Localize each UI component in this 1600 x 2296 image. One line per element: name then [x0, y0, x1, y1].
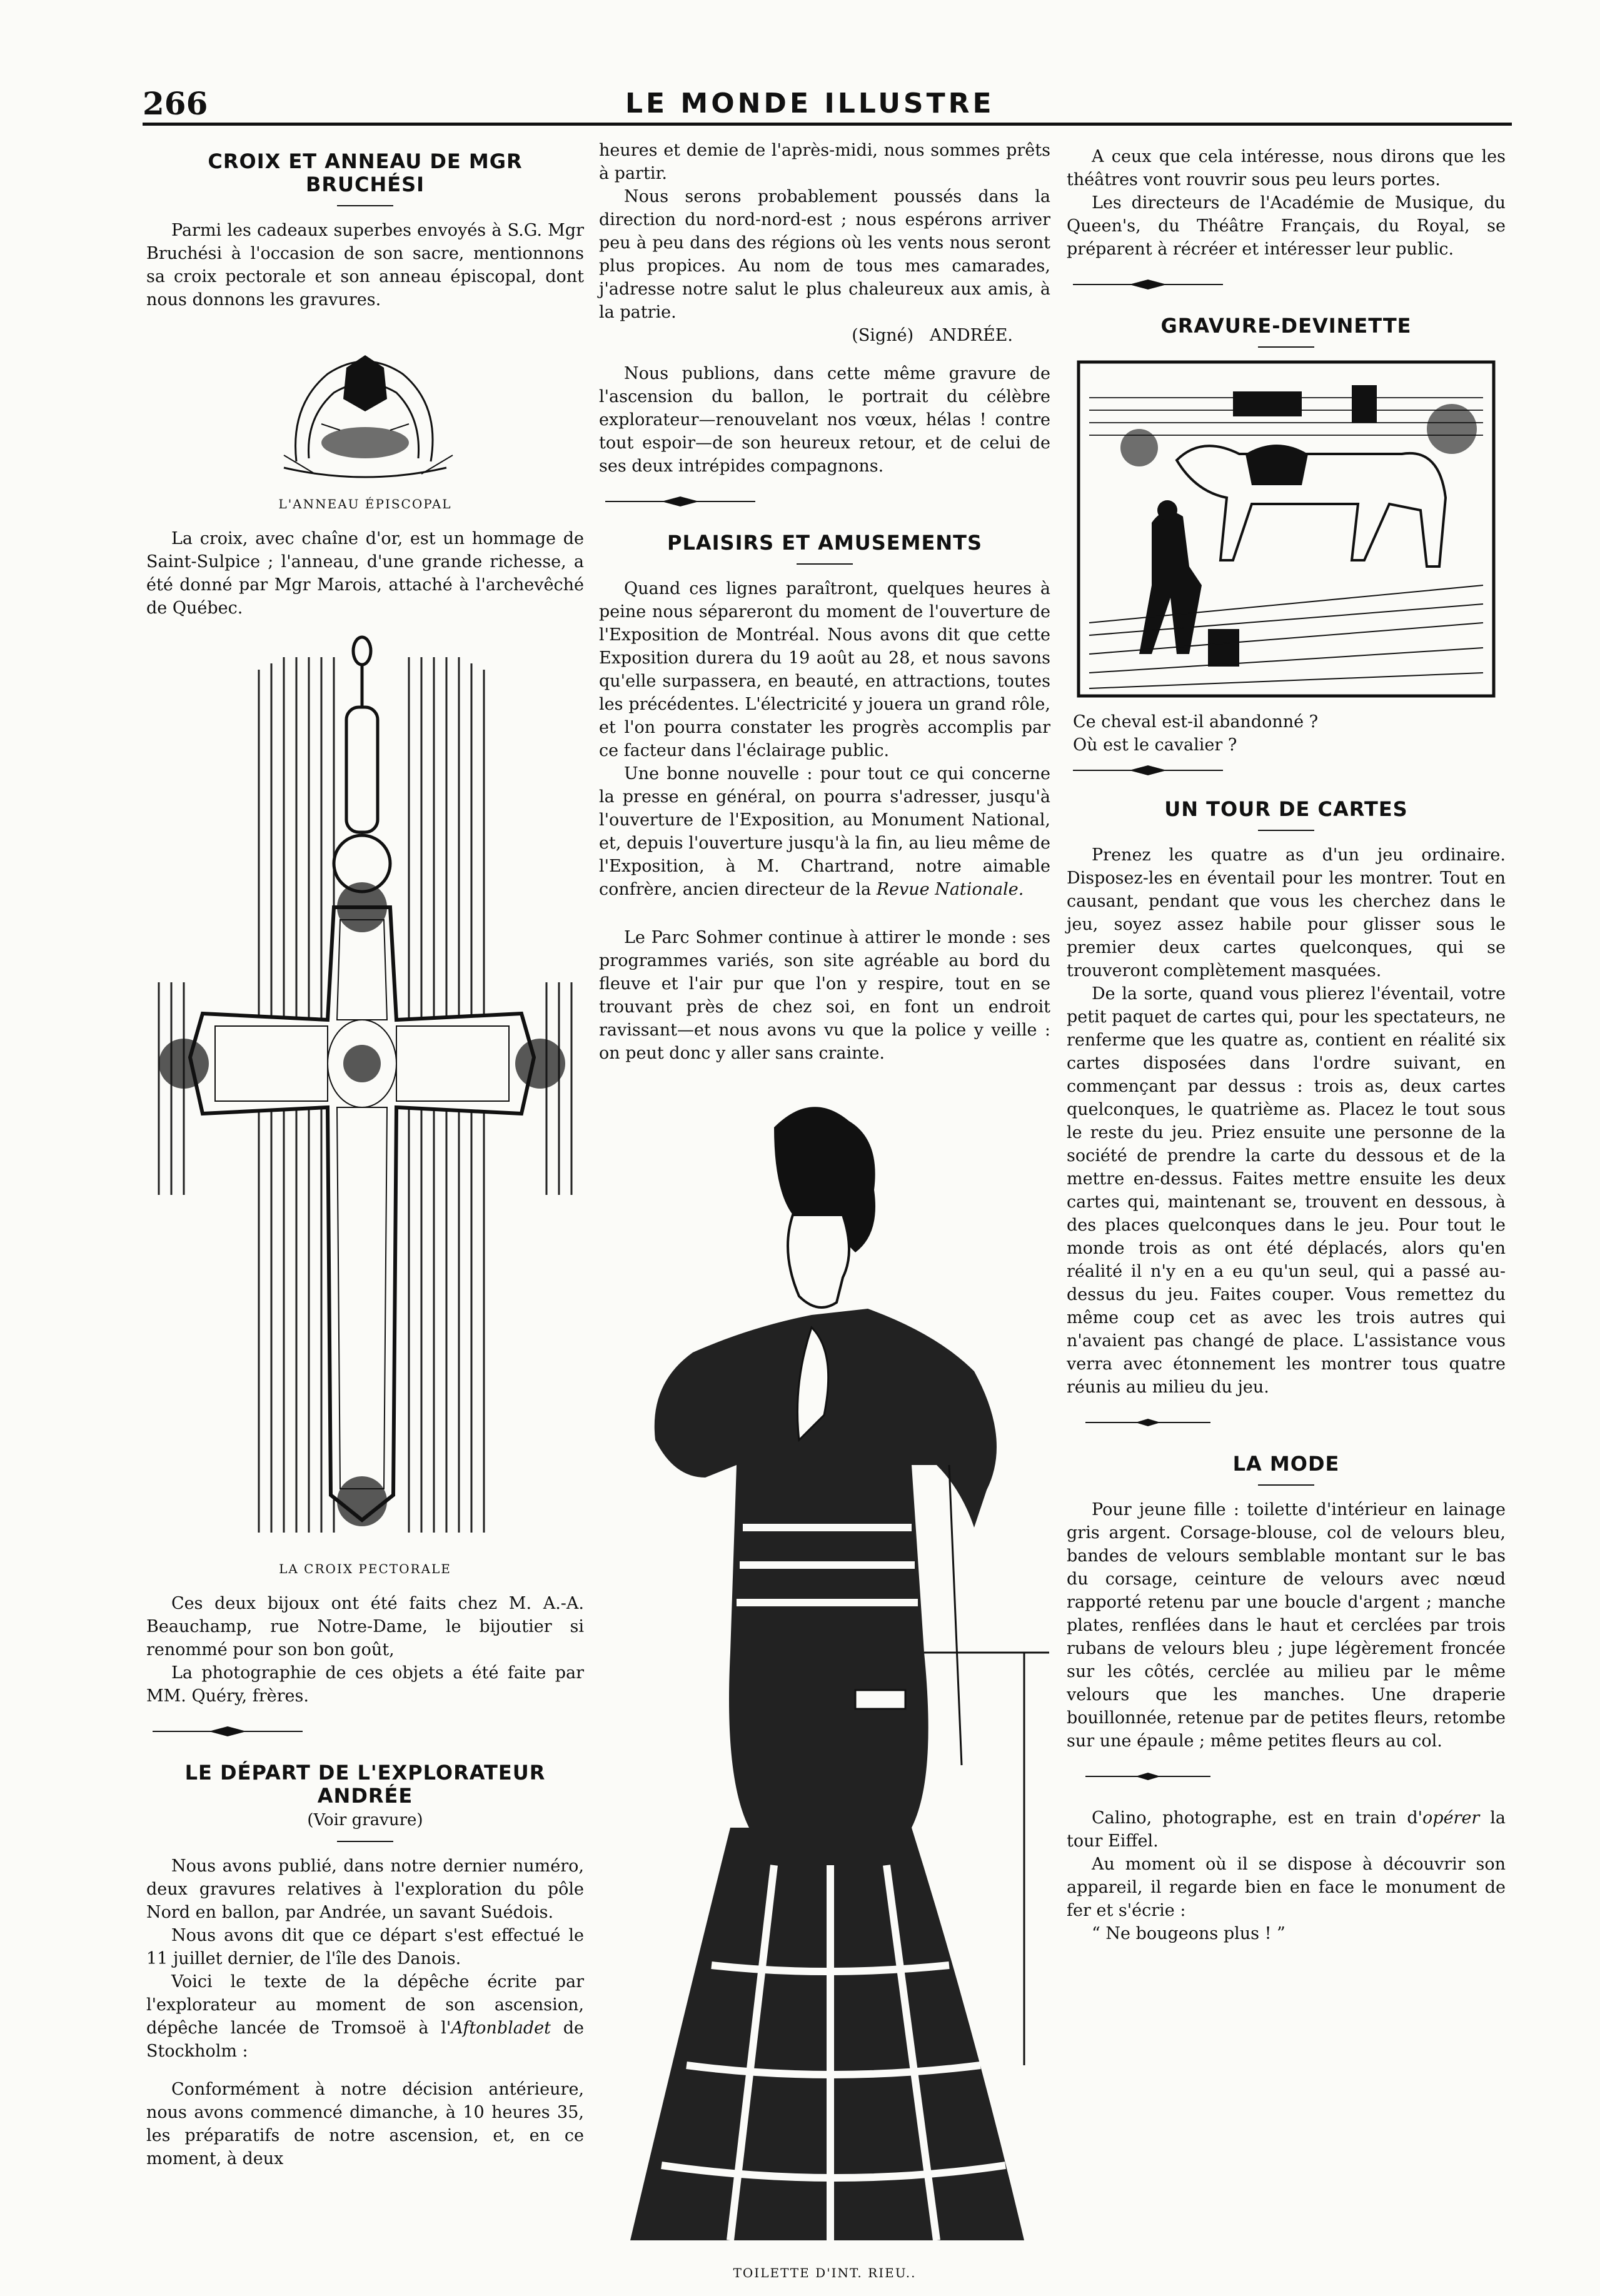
paragraph: Quand ces lignes paraîtront, quelques heures à peine nous sépareront du moment de l'ouverture de l'Exposition de Montréal. Nous avons dit que cette Exposition durera du 19 août au 28, et nous savons qu'elle surpassera, en beauté, en attractions, toutes les précédentes. L'électricité y jouera un grand rôle, et l'on pourra constater les progrès accomplis par ce facteur dans l'éclairage public. — [599, 579, 1050, 760]
heading-rule — [337, 205, 393, 206]
paragraph — [1067, 1806, 1506, 1853]
heading-rule — [1258, 1484, 1314, 1486]
riddle-text: Où est le cavalier ? — [1073, 735, 1237, 755]
emphasis: opérer — [1422, 1808, 1480, 1828]
paragraph: Nous avons dit que ce départ s'est effectué le 11 juillet dernier, de l'île des Danois. — [146, 1926, 584, 1968]
paragraph: Parmi les cadeaux superbes envoyés à S.G. Mgr Bruchési à l'occasion de son sacre, mentionnons sa croix pectorale et son anneau épiscopal, dont nous donnons les gravures. — [146, 221, 584, 310]
paragraph: La photographie de ces objets a été faite par MM. Quéry, frères. — [146, 1663, 584, 1706]
text-span: la tour Eiffel. — [1067, 1808, 1506, 1851]
heading-croix-anneau: CROIX ET ANNEAU DE MGR BRUCHÉSI — [208, 149, 523, 196]
caption-woman: TOILETTE D'INT. RIEU.. — [733, 2265, 917, 2280]
heading-rule — [337, 1841, 393, 1842]
newspaper-name: Aftonbladet — [451, 2018, 551, 2038]
signature-name: ANDRÉE. — [929, 326, 1013, 345]
heading-rule — [797, 563, 853, 565]
paragraph: La croix, avec chaîne d'or, est un hommage de Saint-Sulpice ; l'anneau, d'une grande richesse, a été donné par Mgr Marois, attaché à l'archevêché de Québec. — [146, 529, 584, 618]
paragraph — [146, 1970, 584, 2063]
dispatch-text: Nous serons probablement poussés dans la direction du nord-nord-est ; nous espérons arriver peu à peu dans des régions où les vents nous seront plus propices. Au nom de tous mes camarades, j'adresse notre salut le plus chaleureux aux amis, à la patrie. — [599, 187, 1050, 322]
ornament-divider — [146, 1725, 309, 1738]
heading-depart-andree: LE DÉPART DE L'EXPLORATEUR ANDRÉE — [184, 1761, 546, 1808]
paragraph: Prenez les quatre as d'un jeu ordinaire. Disposez-les en éventail pour les montrer. Tout en causant, pendant que vous les cherchez dans le jeu, soyez assez habile pour glisser sous le premier deux cartes quelconques, qui se trouveront complètement masquées. — [1067, 845, 1506, 980]
heading-la-mode: LA MODE — [1232, 1452, 1340, 1476]
paragraph: Au moment où il se dispose à découvrir son appareil, il regarde bien en face le monument de fer et s'écrie : — [1067, 1855, 1506, 1920]
text-span: Calino, photographe, est en train d' — [1092, 1808, 1423, 1828]
paragraph: Le Parc Sohmer continue à attirer le monde : ses programmes variés, son site agréable au bord du fleuve et l'air pur que l'on y respire, tout en se trouvant près de chez soi, en font un endroit ravissant—et nous avons vu que la police y veille : on peut donc y aller sans crainte. — [599, 928, 1050, 1063]
column-2 — [599, 139, 1050, 2296]
woman-dress-engraving — [586, 1090, 1062, 2253]
column-1 — [146, 150, 584, 2170]
ring-engraving — [271, 330, 459, 486]
publication-name: Revue Nationale. — [876, 880, 1024, 899]
paragraph: Ces deux bijoux ont été faits chez M. A.-A. Beauchamp, rue Notre-Dame, le bijoutier si renommé pour son bon goût, — [146, 1594, 584, 1659]
paragraph: De la sorte, quand vous plierez l'éventail, votre petit paquet de cartes qui, pour les spectateurs, ne renferme que les quatre as, contient en réalité six cartes disposées dans l'ordre suivant, en commençant par dessus : trois as, deux cartes quelconques, le quatrième as. Placez le tout sous le reste du jeu. Priez ensuite une personne de la société de prendre la carte du dessous et de la mettre en-dessus. Faites mettre ensuite les deux cartes qui, maintenant se, trouvent en dessous, à des places quelconques dans le jeu. Pour tout le monde trois as ont été déplacés, alors qu'en réalité il n'y en a eu qu'un seul, qui a passé au-dessus du jeu. Faites couper. Vous remettez du même coup cet as avec les trois autres qui n'avaient pas changé de place. L'assistance vous verra avec étonnement les montrer tous quatre réunis au milieu du jeu. — [1067, 984, 1506, 1397]
heading-plaisirs: PLAISIRS ET AMUSEMENTS — [667, 531, 982, 555]
heading-subtitle: (Voir gravure) — [307, 1811, 423, 1830]
paragraph: Les directeurs de l'Académie de Musique, du Queen's, du Théâtre Français, du Royal, se préparent à récréer et intéresser leur public. — [1067, 193, 1506, 259]
heading-rule — [1258, 830, 1314, 831]
heading-rule — [1258, 346, 1314, 348]
paragraph: A ceux que cela intéresse, nous dirons que les théâtres vont rouvrir sous peu leurs portes. — [1067, 147, 1506, 189]
cross-engraving — [146, 632, 584, 1551]
newspaper-title: LE MONDE ILLUSTRE — [625, 88, 995, 119]
header-rule — [143, 123, 1512, 126]
ornament-divider — [1067, 1770, 1229, 1783]
page-number: 266 — [143, 85, 208, 122]
ornament-divider — [1067, 1416, 1229, 1429]
dispatch-text: Conformément à notre décision antérieure, nous avons commencé dimanche, à 10 heures 35, les préparatifs de notre ascension, et, en ce moment, à deux — [146, 2080, 584, 2168]
text-span: Une bonne nouvelle : pour tout ce qui concerne la presse en général, on pourra s'adresser, jusqu'à l'ouverture de l'Exposition, au Monument National, et, depuis l'ouverture jusqu'à la fin, au lieu même de l'Exposition, à M. Chartrand, notre aimable confrère, ancien directeur de la — [599, 764, 1050, 899]
paragraph: “ Ne bougeons plus ! ” — [1092, 1924, 1286, 1943]
caption-ring: L'ANNEAU ÉPISCOPAL — [278, 496, 452, 511]
signature — [599, 324, 1050, 347]
paragraph: Nous publions, dans cette même gravure de l'ascension du ballon, le portrait du célèbre explorateur—renouvelant nos vœux, hélas ! contre tout espoir—de son heureux retour, et de celui de ses deux intrépides compagnons. — [599, 364, 1050, 476]
riddle-text: Ce cheval est-il abandonné ? — [1073, 712, 1319, 732]
text-span: de Stockholm : — [146, 2018, 584, 2061]
heading-gravure-devinette: GRAVURE-DEVINETTE — [1160, 314, 1412, 338]
horse-puzzle-engraving — [1077, 360, 1496, 698]
paragraph: Nous avons publié, dans notre dernier numéro, deux gravures relatives à l'exploration du pôle Nord en ballon, par Andrée, un savant Suédois. — [146, 1856, 584, 1922]
ornament-divider — [1067, 764, 1229, 777]
ornament-divider — [599, 495, 762, 508]
paragraph — [599, 762, 1050, 901]
paragraph: Pour jeune fille : toilette d'intérieur en lainage gris argent. Corsage-blouse, col de velours bleu, bandes de velours semblable montant sur le bas du corsage, ceinture de velours avec nœud rapporté retenu par une boucle d'argent ; manche plates, renflées dans le haut et cerclées par trois rubans de velours bleu ; jupe légèrement froncée sur les côtés, cerclée au milieu par le même velours que les manches. Une draperie bouillonnée, retenue par de petites fleurs, retombe sur une épaule ; même petites fleurs au col. — [1067, 1500, 1506, 1751]
text-span: Voici le texte de la dépêche écrite par l'explorateur au moment de son ascension, dépêche lancée de Tromsoë à l' — [146, 1972, 584, 2038]
ornament-divider — [1067, 278, 1229, 291]
caption-cross: LA CROIX PECTORALE — [279, 1561, 451, 1576]
heading-tour-cartes: UN TOUR DE CARTES — [1164, 797, 1408, 821]
column-3 — [1067, 145, 1506, 1945]
dispatch-text: heures et demie de l'après-midi, nous sommes prêts à partir. — [599, 141, 1050, 183]
signature-label: (Signé) — [852, 326, 914, 345]
